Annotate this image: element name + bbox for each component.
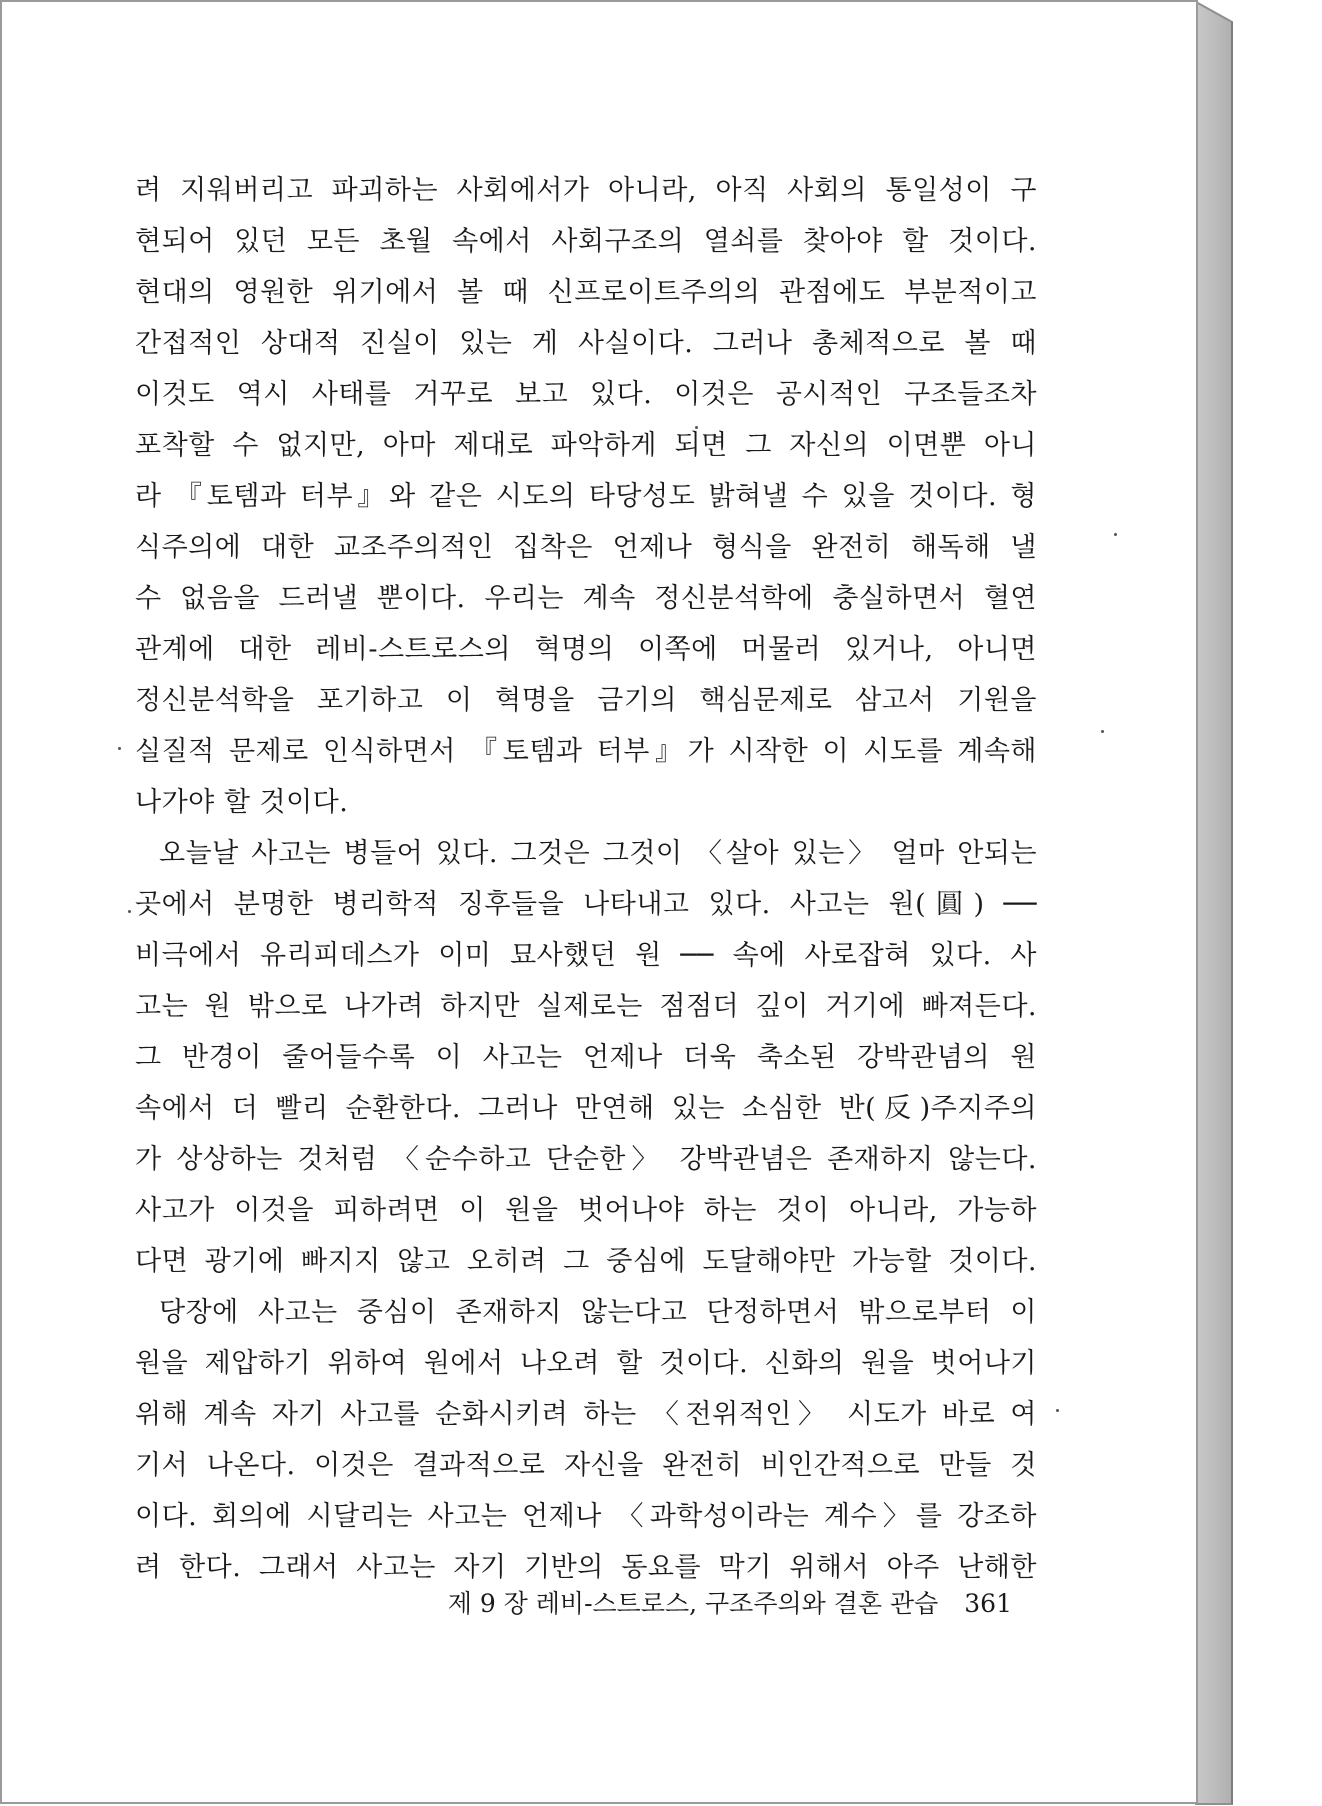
text-line: 사고가 이것을 피하려면 이 원을 벗어나야 하는 것이 아니라, 가능하 [135, 1195, 1037, 1226]
text-line: 현대의 영원한 위기에서 볼 때 신프로이트주의의 관점에도 부분적이고 [135, 277, 1037, 308]
paragraph [135, 828, 1037, 1287]
text-line: 관계에 대한 레비-스트로스의 혁명의 이쪽에 머물러 있거나, 아니면 [135, 634, 1037, 665]
text-line: 다면 광기에 빠지지 않고 오히려 그 중심에 도달해야만 가능할 것이다. [135, 1246, 1037, 1277]
text-line: 위해 계속 자기 사고를 순화시키려 하는 〈전위적인〉 시도가 바로 여 [135, 1399, 1037, 1430]
text-line: 라 『토템과 터부』와 같은 시도의 타당성도 밝혀낼 수 있을 것이다. 형 [135, 481, 1037, 512]
text-line: 려 지워버리고 파괴하는 사회에서가 아니라, 아직 사회의 통일성이 구 [135, 175, 1037, 206]
text-line: 이다. 회의에 시달리는 사고는 언제나 〈과학성이라는 계수〉를 강조하 [135, 1501, 1037, 1532]
paragraph [135, 165, 1037, 828]
text-line: 간접적인 상대적 진실이 있는 게 사실이다. 그러나 총체적으로 볼 때 [135, 328, 1037, 359]
text-line: 그 반경이 줄어들수록 이 사고는 언제나 더욱 축소된 강박관념의 원 [135, 1042, 1037, 1073]
text-line: 곳에서 분명한 병리학적 징후들을 나타내고 있다. 사고는 원(圓) ── [135, 889, 1037, 920]
text-line: 식주의에 대한 교조주의적인 집착은 언제나 형식을 완전히 해독해 낼 [135, 532, 1037, 563]
text-line: 고는 원 밖으로 나가려 하지만 실제로는 점점더 깊이 거기에 빠져든다. [135, 991, 1037, 1022]
text-line: 나가야 할 것이다. [135, 787, 349, 818]
text-line: 포착할 수 없지만, 아마 제대로 파악하게 되면 그 자신의 이면뿐 아니 [135, 430, 1037, 461]
text-line: 오늘날 사고는 병들어 있다. 그것은 그것이 〈살아 있는〉 얼마 안되는 [159, 838, 1037, 869]
text-line: 원을 제압하기 위하여 원에서 나오려 할 것이다. 신화의 원을 벗어나기 [135, 1348, 1037, 1379]
scan-speck [118, 747, 121, 750]
page-number: 361 [964, 1589, 1012, 1618]
text-line: 정신분석학을 포기하고 이 혁명을 금기의 핵심문제로 삼고서 기원을 [135, 685, 1037, 716]
scan-speck [1056, 1409, 1059, 1412]
text-line: 수 없음을 드러낼 뿐이다. 우리는 계속 정신분석학에 충실하면서 혈연 [135, 583, 1037, 614]
body-text [135, 165, 1037, 1593]
paragraph [135, 1287, 1037, 1593]
running-head: 제 9 장 레비-스트로스, 구조주의와 결혼 관습 [447, 1589, 939, 1618]
text-line: 비극에서 유리피데스가 이미 묘사했던 원 ── 속에 사로잡혀 있다. 사 [135, 940, 1037, 971]
text-line: 려 한다. 그래서 사고는 자기 기반의 동요를 막기 위해서 아주 난해한 [135, 1552, 1037, 1583]
page-footer [430, 1584, 1012, 1624]
scan-speck [1114, 533, 1117, 536]
text-line: 현되어 있던 모든 초월 속에서 사회구조의 열쇠를 찾아야 할 것이다. [135, 226, 1037, 257]
text-line: 속에서 더 빨리 순환한다. 그러나 만연해 있는 소심한 반(反)주지주의 [135, 1093, 1037, 1124]
page-stack-shape [1196, 0, 1322, 1806]
scan-speck [1101, 730, 1104, 733]
text-line: 기서 나온다. 이것은 결과적으로 자신을 완전히 비인간적으로 만들 것 [135, 1450, 1037, 1481]
text-line: 가 상상하는 것처럼 〈순수하고 단순한〉 강박관념은 존재하지 않는다. [135, 1144, 1037, 1175]
scan-speck [128, 910, 131, 913]
text-line: 당장에 사고는 중심이 존재하지 않는다고 단정하면서 밖으로부터 이 [159, 1297, 1037, 1328]
text-line: 이것도 역시 사태를 거꾸로 보고 있다. 이것은 공시적인 구조들조차 [135, 379, 1037, 410]
text-line: 실질적 문제로 인식하면서 『토템과 터부』가 시작한 이 시도를 계속해 [135, 736, 1037, 767]
